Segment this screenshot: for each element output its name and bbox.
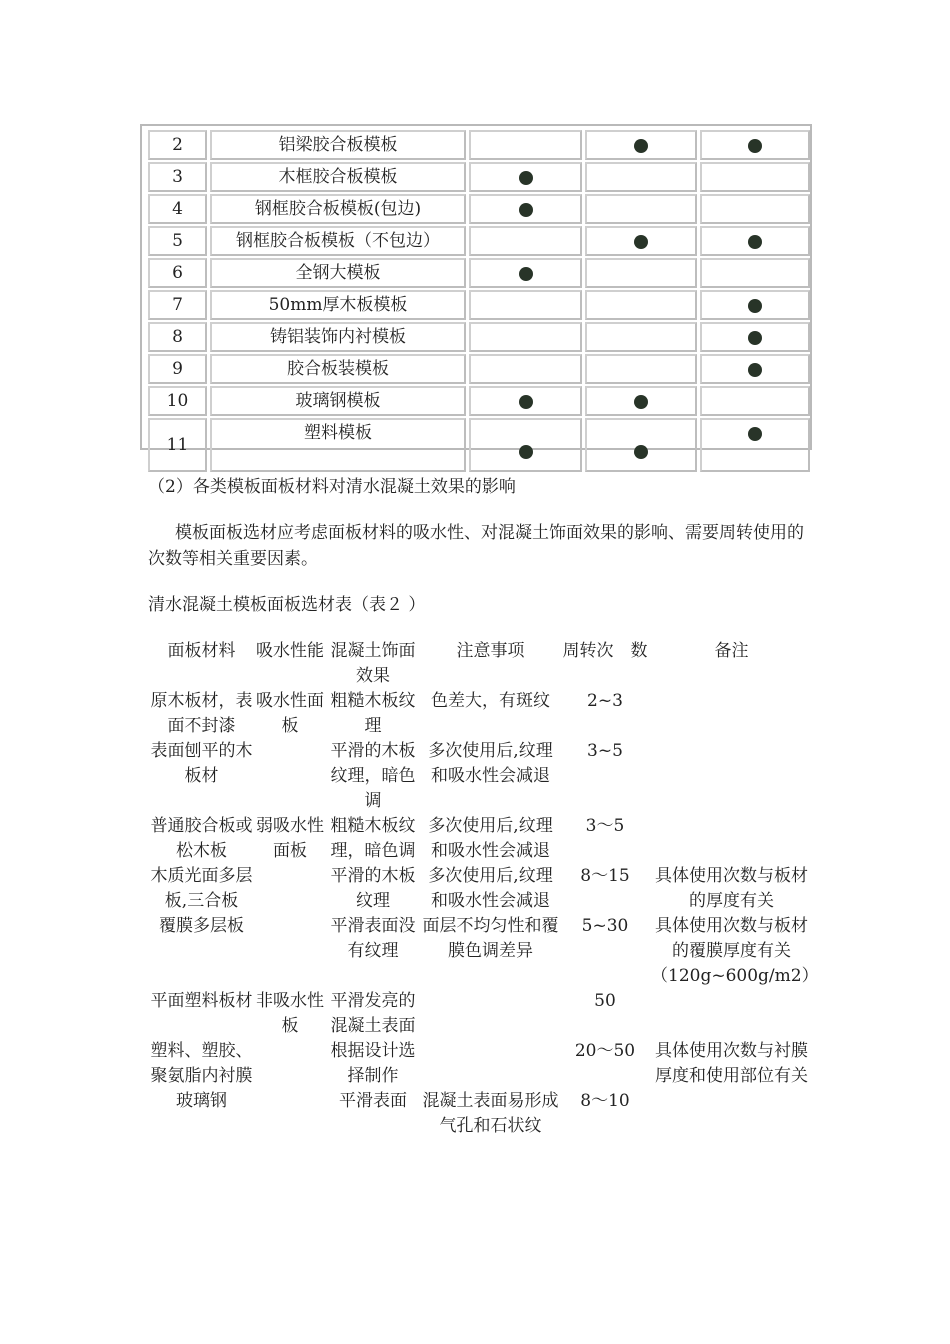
- turnover-count-cell: 20～50: [574, 1041, 636, 1061]
- turnover-count-cell: 8～15: [580, 866, 630, 886]
- header-finish-effect: 混凝土饰面效果: [330, 641, 416, 686]
- mark-cell: [700, 130, 810, 160]
- mark-cell: [469, 290, 582, 320]
- panel-material-cell: 木质光面多层板,三合板: [150, 866, 253, 911]
- filled-dot-icon: [519, 267, 533, 281]
- table-row: [148, 418, 810, 472]
- notes-cell: 混凝土表面易形成气孔和石状纹: [422, 1091, 559, 1136]
- mark-cell: [469, 418, 582, 472]
- filled-dot-icon: [748, 427, 762, 441]
- finish-effect-cell: 平滑表面: [339, 1091, 407, 1111]
- water-absorption-cell: 吸水性面板: [256, 691, 324, 736]
- mark-cell: [700, 418, 810, 472]
- finish-effect-cell: 根据设计选择制作: [330, 1041, 416, 1086]
- filled-dot-icon: [519, 395, 533, 409]
- table-row: [147, 1089, 812, 1139]
- row-number: 10: [148, 386, 207, 416]
- formwork-table-grid: [145, 128, 813, 474]
- formwork-name: 胶合板装模板: [210, 354, 466, 384]
- notes-cell: 多次使用后,纹理和吸水性会减退: [428, 816, 553, 861]
- panel-material-cell: 覆膜多层板: [159, 916, 244, 936]
- section-heading: （2）各类模板面板材料对清水混凝土效果的影响: [148, 477, 516, 497]
- filled-dot-icon: [748, 299, 762, 313]
- row-number: 4: [148, 194, 207, 224]
- row-number: 2: [148, 130, 207, 160]
- panel-material-cell: 塑料、塑胶、聚氨脂内衬膜: [150, 1041, 253, 1086]
- table-row: [148, 386, 810, 416]
- header-notes: 注意事项: [456, 641, 525, 661]
- turnover-count-cell: 3~5: [587, 741, 623, 761]
- table-row: [147, 989, 812, 1039]
- mark-cell: [469, 226, 582, 256]
- filled-dot-icon: [748, 363, 762, 377]
- table-row: [147, 689, 812, 739]
- table-row: [148, 322, 810, 352]
- water-absorption-cell: [256, 1089, 324, 1139]
- row-number: 8: [148, 322, 207, 352]
- panel-material-cell: 普通胶合板或松木板: [150, 816, 253, 861]
- finish-effect-cell: 平滑的木板纹理: [330, 866, 416, 911]
- mark-cell: [585, 290, 697, 320]
- finish-effect-cell: 平滑表面没有纹理: [330, 916, 416, 961]
- turnover-count-cell: 2~3: [587, 691, 623, 711]
- formwork-name: 玻璃钢模板: [210, 386, 466, 416]
- mark-cell: [469, 162, 582, 192]
- table-row: [147, 814, 812, 864]
- water-absorption-cell: 非吸水性板: [256, 991, 324, 1036]
- filled-dot-icon: [634, 139, 648, 153]
- remarks-cell: 具体使用次数与衬膜厚度和使用部位有关: [655, 1041, 808, 1086]
- row-number: 11: [148, 418, 207, 472]
- remarks-cell: [651, 739, 812, 814]
- row-number: 3: [148, 162, 207, 192]
- mark-cell: [469, 258, 582, 288]
- turnover-count-cell: 8～10: [580, 1091, 630, 1111]
- mark-cell: [700, 354, 810, 384]
- notes-cell: 面层不均匀性和覆膜色调差异: [422, 916, 559, 961]
- notes-cell: [422, 1039, 559, 1089]
- mark-cell: [585, 194, 697, 224]
- filled-dot-icon: [519, 203, 533, 217]
- panel-material-cell: 玻璃钢: [176, 1091, 227, 1111]
- row-number: 6: [148, 258, 207, 288]
- notes-cell: 多次使用后,纹理和吸水性会减退: [428, 741, 553, 786]
- mark-cell: [700, 322, 810, 352]
- formwork-name: 木框胶合板模板: [210, 162, 466, 192]
- panel-material-cell: 表面刨平的木板材: [150, 741, 253, 786]
- mark-cell: [469, 386, 582, 416]
- finish-effect-cell: 粗糙木板纹理: [330, 691, 416, 736]
- mark-cell: [585, 226, 697, 256]
- notes-cell: [422, 989, 559, 1039]
- table-row: [148, 354, 810, 384]
- mark-cell: [700, 386, 810, 416]
- remarks-cell: [651, 814, 812, 864]
- finish-effect-cell: 平滑的木板纹理，暗色调: [330, 741, 416, 811]
- mark-cell: [585, 354, 697, 384]
- remarks-cell: [651, 989, 812, 1039]
- row-number: 9: [148, 354, 207, 384]
- mark-cell: [700, 226, 810, 256]
- body-paragraph: 模板面板选材应考虑面板材料的吸水性、对混凝土饰面效果的影响、需要周转使用的次数等相关重要因素。: [148, 523, 804, 569]
- row-number: 7: [148, 290, 207, 320]
- mark-cell: [585, 386, 697, 416]
- table-row: [148, 226, 810, 256]
- turnover-count-cell: 5~30: [581, 916, 629, 936]
- mark-cell: [700, 194, 810, 224]
- remarks-cell: [651, 1089, 812, 1139]
- filled-dot-icon: [748, 235, 762, 249]
- header-remarks: 备注: [714, 641, 749, 661]
- table-row: [148, 162, 810, 192]
- header-panel-material: 面板材料: [167, 641, 236, 661]
- water-absorption-cell: 弱吸水性面板: [256, 816, 324, 861]
- panel-material-cell: 平面塑料板材: [150, 991, 253, 1011]
- table-row: [148, 258, 810, 288]
- mark-cell: [585, 162, 697, 192]
- mark-cell: [469, 354, 582, 384]
- table-row: [148, 130, 810, 160]
- finish-effect-cell: 粗糙木板纹理，暗色调: [330, 816, 416, 861]
- mark-cell: [469, 322, 582, 352]
- formwork-name: 钢框胶合板模板（不包边）: [210, 226, 466, 256]
- filled-dot-icon: [634, 235, 648, 249]
- header-water-absorption: 吸水性能: [256, 641, 324, 661]
- water-absorption-cell: [256, 739, 324, 814]
- table2-title: 清水混凝土模板面板选材表（表２ ）: [148, 595, 426, 615]
- notes-cell: 色差大，有斑纹: [431, 691, 550, 711]
- mark-cell: [469, 130, 582, 160]
- mark-cell: [700, 290, 810, 320]
- filled-dot-icon: [519, 445, 533, 459]
- table-row: [147, 739, 812, 814]
- formwork-name: 全钢大模板: [210, 258, 466, 288]
- mark-cell: [585, 130, 697, 160]
- panel-material-table: [147, 639, 819, 1139]
- filled-dot-icon: [748, 139, 762, 153]
- filled-dot-icon: [634, 395, 648, 409]
- mark-cell: [585, 418, 697, 472]
- formwork-name: 50mm厚木板模板: [210, 290, 466, 320]
- turnover-count-cell: 50: [594, 991, 616, 1011]
- water-absorption-cell: [256, 1039, 324, 1089]
- row-number: 5: [148, 226, 207, 256]
- formwork-name: 铝梁胶合板模板: [210, 130, 466, 160]
- table-row: [147, 914, 812, 989]
- table-header-row: [147, 639, 812, 689]
- formwork-table: [140, 124, 812, 455]
- remarks-cell: 具体使用次数与板材的覆膜厚度有关（120g~600g/m2）: [651, 916, 819, 986]
- notes-cell: 多次使用后,纹理和吸水性会减退: [428, 866, 553, 911]
- table-row: [148, 194, 810, 224]
- formwork-name: 塑料模板: [210, 418, 466, 472]
- remarks-cell: 具体使用次数与板材的厚度有关: [655, 866, 808, 911]
- panel-material-cell: 原木板材，表面不封漆: [150, 691, 253, 736]
- water-absorption-cell: [256, 864, 324, 914]
- formwork-name: 钢框胶合板模板(包边): [210, 194, 466, 224]
- filled-dot-icon: [519, 171, 533, 185]
- table-row: [147, 1039, 812, 1089]
- turnover-count-cell: 3～5: [585, 816, 625, 836]
- table-row: [147, 864, 812, 914]
- mark-cell: [585, 322, 697, 352]
- formwork-name: 铸铝装饰内衬模板: [210, 322, 466, 352]
- table-row: [148, 290, 810, 320]
- finish-effect-cell: 平滑发亮的混凝土表面: [330, 991, 416, 1036]
- mark-cell: [469, 194, 582, 224]
- header-turnover-count: 周转次 数: [562, 641, 648, 661]
- mark-cell: [700, 258, 810, 288]
- water-absorption-cell: [256, 914, 324, 989]
- filled-dot-icon: [748, 331, 762, 345]
- filled-dot-icon: [634, 445, 648, 459]
- mark-cell: [700, 162, 810, 192]
- mark-cell: [585, 258, 697, 288]
- remarks-cell: [651, 689, 812, 739]
